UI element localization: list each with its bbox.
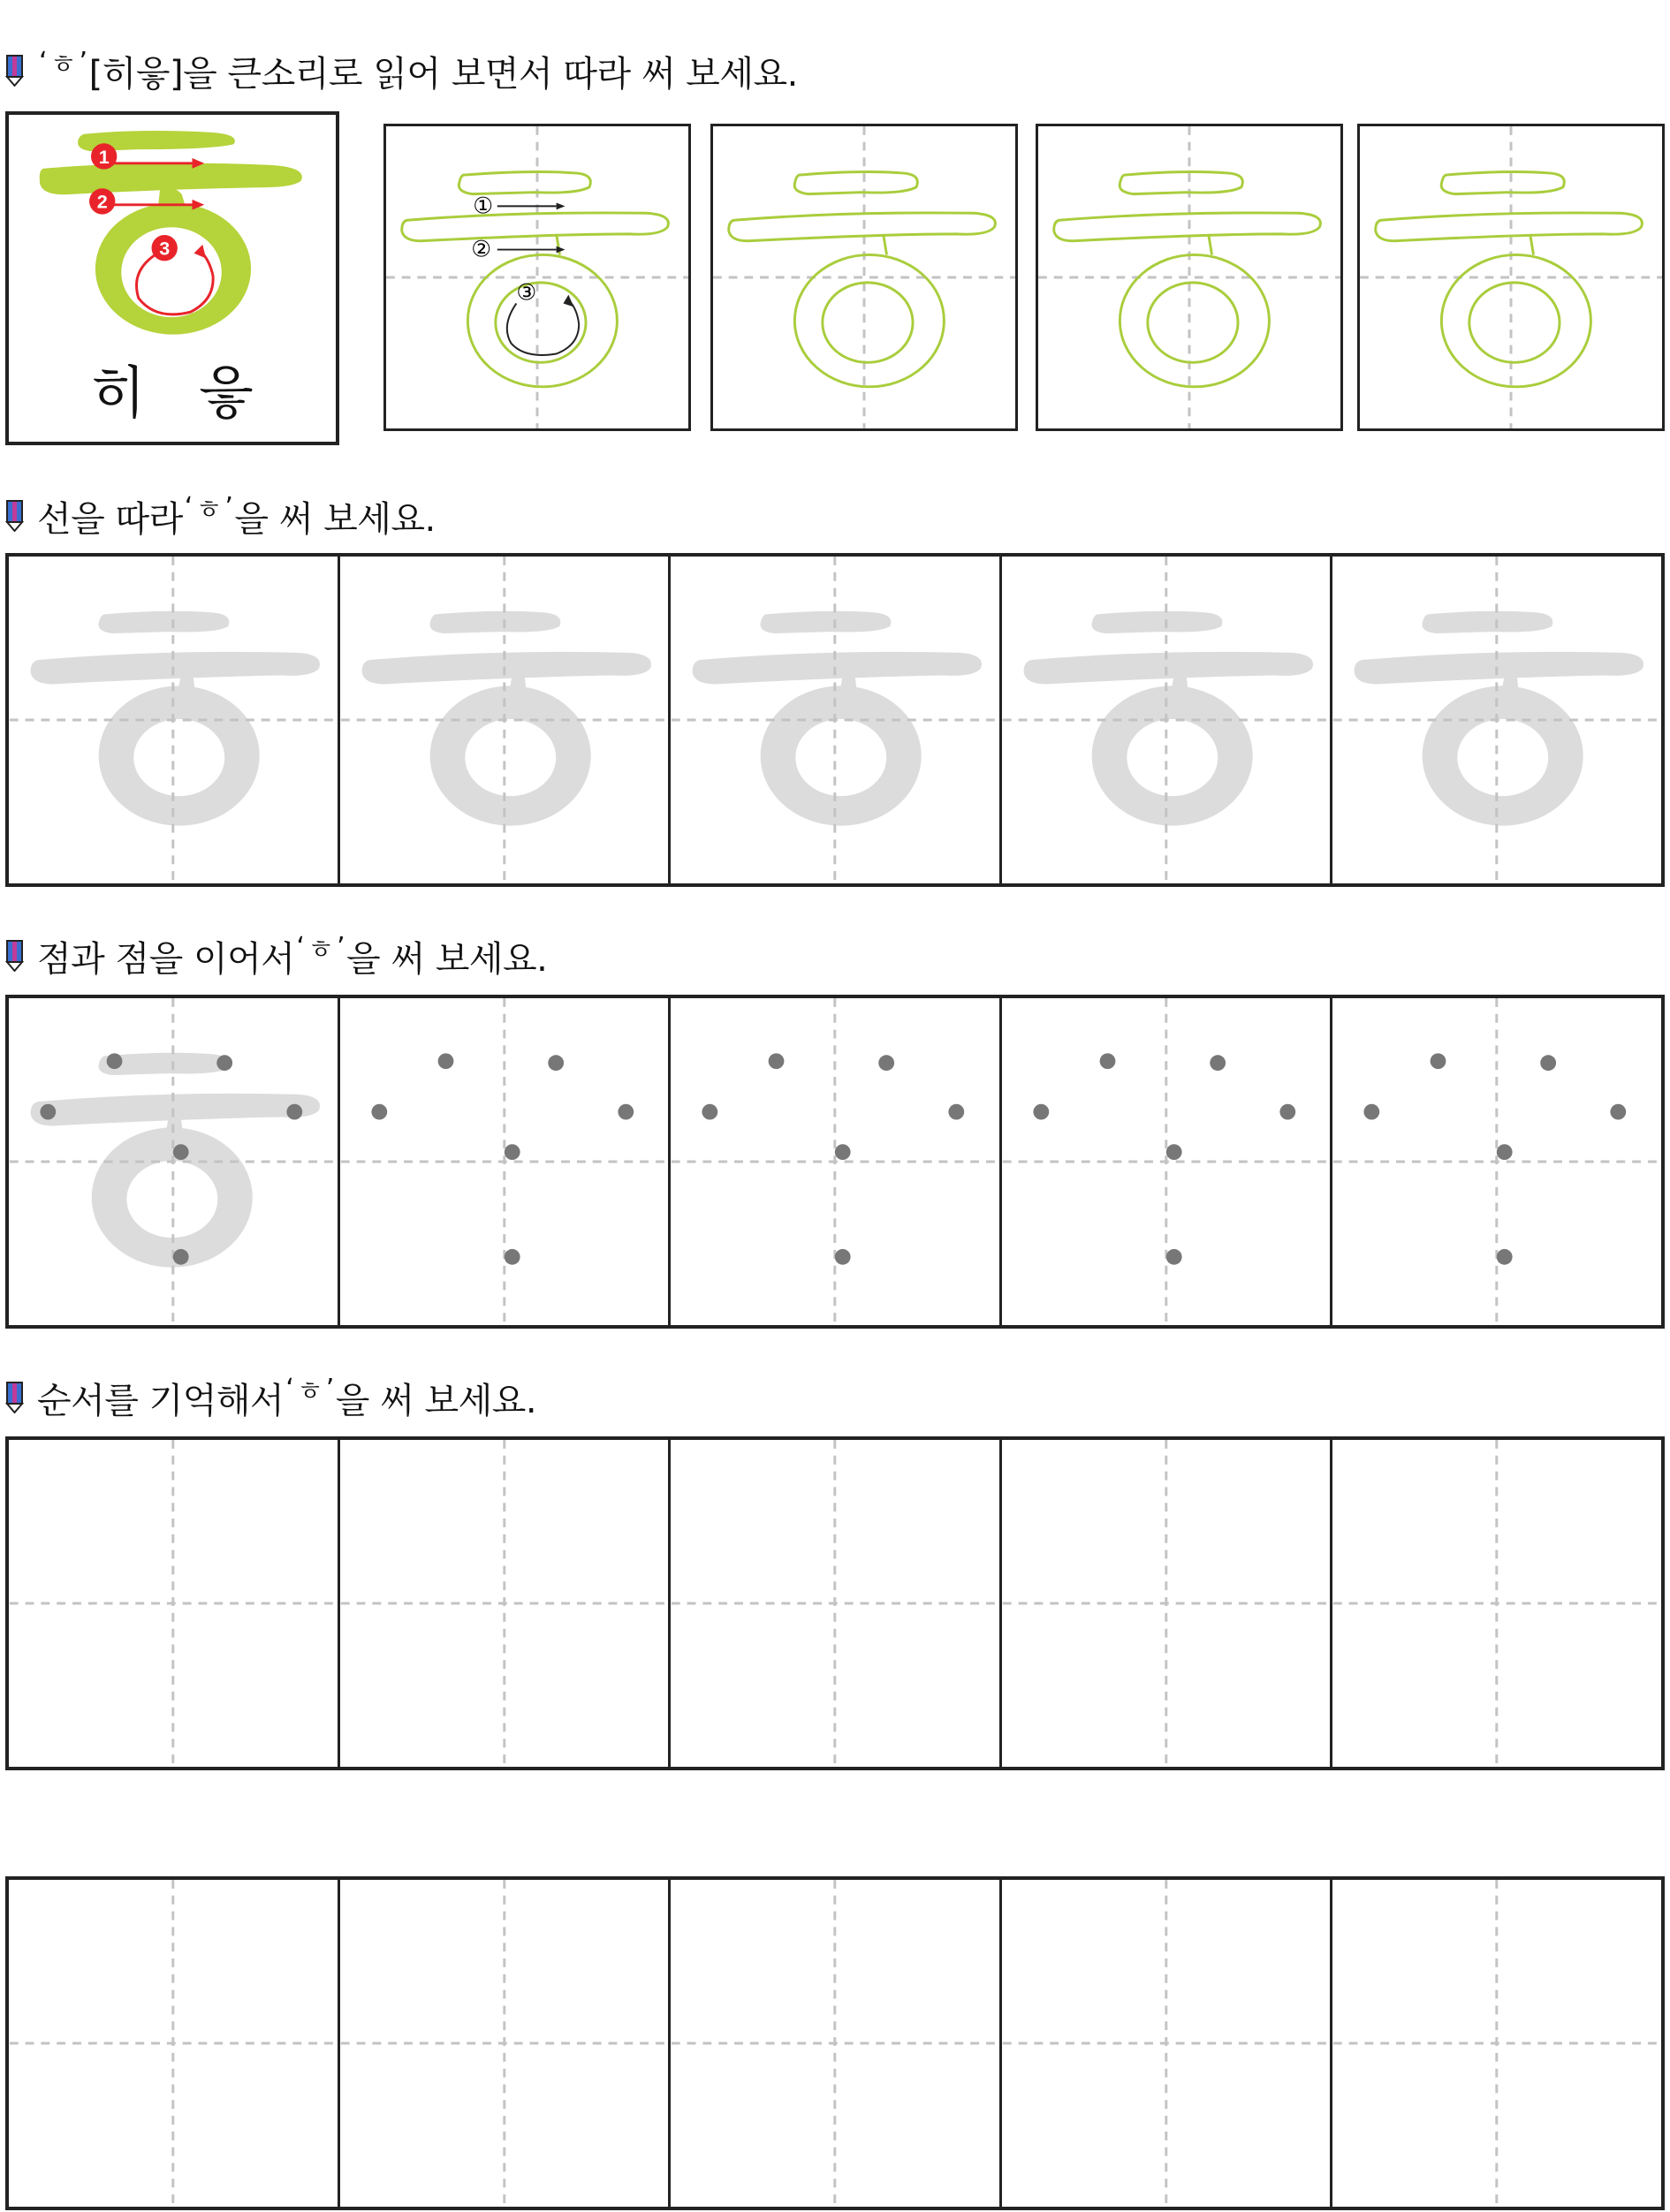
writing-cell[interactable] bbox=[1332, 1880, 1661, 2207]
letter-name-syllable-2: 읗 bbox=[199, 361, 307, 427]
letter-inline: ㅎ bbox=[50, 49, 76, 80]
circled-number-3: ③ bbox=[516, 279, 537, 307]
quote-open: ‘ bbox=[296, 931, 305, 963]
quote-close: ’ bbox=[336, 931, 345, 963]
guide-cross bbox=[340, 1440, 669, 1767]
writing-cell[interactable] bbox=[1002, 998, 1333, 1325]
letter-inline: ㅎ bbox=[195, 495, 222, 526]
guide-cross bbox=[671, 1440, 999, 1767]
connect-dots bbox=[1332, 998, 1661, 1325]
letter-name-label bbox=[9, 348, 336, 429]
writing-cell[interactable] bbox=[671, 998, 1002, 1325]
quote-close: ’ bbox=[325, 1373, 334, 1405]
pencil-icon bbox=[5, 1382, 25, 1413]
stroke-number-3: 3 bbox=[159, 238, 171, 260]
circled-number-1: ① bbox=[473, 193, 494, 220]
outline-trace-box[interactable] bbox=[383, 124, 691, 431]
gray-guide-letter-with-dots bbox=[9, 998, 338, 1325]
blank-grid-1 bbox=[5, 1436, 1665, 1770]
letter-inline: ㅎ bbox=[297, 1376, 323, 1407]
writing-cell[interactable] bbox=[1332, 998, 1661, 1325]
writing-cell[interactable] bbox=[340, 1440, 672, 1767]
instruction-text: 을 써 보세요. bbox=[234, 498, 436, 540]
instruction-text: 선을 따라 bbox=[37, 498, 183, 540]
letter-name-syllable-1: 히 bbox=[91, 361, 199, 427]
outline-letter-with-order bbox=[386, 126, 688, 428]
writing-cell[interactable] bbox=[340, 998, 672, 1325]
guide-cross bbox=[1002, 1440, 1331, 1767]
gray-guide-letter bbox=[1002, 557, 1331, 883]
stroke-number-1: 1 bbox=[98, 146, 110, 168]
writing-cell[interactable] bbox=[1002, 1880, 1333, 2207]
guide-cross bbox=[1332, 1440, 1661, 1767]
gray-guide-letter bbox=[9, 557, 338, 883]
writing-cell[interactable] bbox=[9, 557, 340, 883]
instruction-text: 을 써 보세요. bbox=[335, 1380, 537, 1421]
writing-cell[interactable] bbox=[1332, 1440, 1661, 1767]
blank-grid-2 bbox=[5, 1876, 1665, 2210]
writing-cell[interactable] bbox=[9, 1440, 340, 1767]
gray-guide-letter bbox=[340, 557, 669, 883]
writing-cell[interactable] bbox=[671, 557, 1002, 883]
trace-grid bbox=[5, 553, 1665, 887]
connect-dots bbox=[671, 998, 999, 1325]
quote-close: ’ bbox=[79, 46, 87, 78]
quote-open: ‘ bbox=[285, 1373, 294, 1405]
gray-guide-letter bbox=[671, 557, 999, 883]
instruction-2 bbox=[5, 491, 436, 541]
writing-cell[interactable] bbox=[1332, 557, 1661, 883]
letter-inline: ㅎ bbox=[307, 935, 333, 966]
outline-letter bbox=[1038, 126, 1340, 428]
outline-letter bbox=[1360, 126, 1662, 428]
outline-trace-box[interactable] bbox=[1357, 124, 1665, 431]
guide-cross bbox=[1332, 1880, 1661, 2207]
writing-cell[interactable] bbox=[9, 998, 340, 1325]
instruction-text: [히읗]을 큰소리로 읽어 보면서 따라 써 보세요. bbox=[88, 53, 798, 95]
writing-cell[interactable] bbox=[340, 1880, 672, 2207]
guide-cross bbox=[340, 1880, 669, 2207]
circled-number-2: ② bbox=[471, 236, 492, 263]
quote-close: ’ bbox=[224, 491, 233, 523]
dot-grid bbox=[5, 995, 1665, 1329]
pencil-icon bbox=[5, 940, 25, 972]
outline-letter bbox=[713, 126, 1015, 428]
guide-cross bbox=[1002, 1880, 1331, 2207]
connect-dots bbox=[340, 998, 669, 1325]
stroke-number-2: 2 bbox=[96, 191, 108, 213]
gray-guide-letter bbox=[1332, 557, 1661, 883]
connect-dots bbox=[1002, 998, 1331, 1325]
instruction-4 bbox=[5, 1373, 536, 1422]
guide-cross bbox=[9, 1440, 338, 1767]
instruction-3 bbox=[5, 931, 547, 981]
quote-open: ‘ bbox=[184, 491, 193, 523]
writing-cell[interactable] bbox=[1002, 557, 1333, 883]
writing-cell[interactable] bbox=[671, 1880, 1002, 2207]
instruction-text: 점과 점을 이어서 bbox=[37, 938, 295, 980]
outline-trace-box[interactable] bbox=[710, 124, 1018, 431]
writing-cell[interactable] bbox=[671, 1440, 1002, 1767]
instruction-text: 을 써 보세요. bbox=[346, 938, 548, 980]
outline-trace-box[interactable] bbox=[1036, 124, 1343, 431]
writing-cell[interactable] bbox=[1002, 1440, 1333, 1767]
guide-cross bbox=[671, 1880, 999, 2207]
instruction-1 bbox=[5, 46, 798, 95]
instruction-text: 순서를 기억해서 bbox=[37, 1380, 285, 1421]
pencil-icon bbox=[5, 55, 25, 87]
writing-cell[interactable] bbox=[9, 1880, 340, 2207]
pencil-icon bbox=[5, 500, 25, 532]
quote-open: ‘ bbox=[39, 46, 48, 78]
guide-cross bbox=[9, 1880, 338, 2207]
writing-cell[interactable] bbox=[340, 557, 672, 883]
model-letter-box bbox=[5, 111, 339, 445]
